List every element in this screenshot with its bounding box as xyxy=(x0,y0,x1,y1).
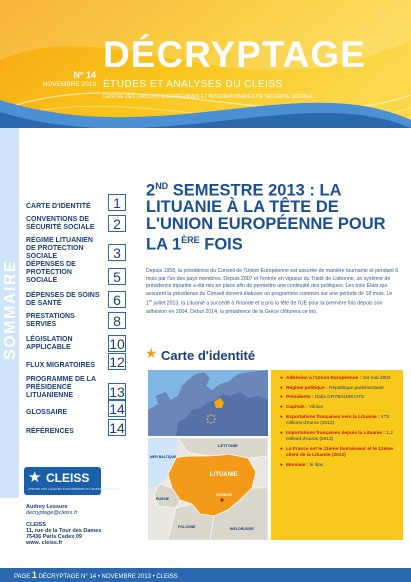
contact-address-2: 75436 Paris Cedex 09 xyxy=(26,534,82,540)
toc-item-label: DÉPENSES DE SOINS DE SANTÉ xyxy=(26,292,100,307)
publication-tagline: CENTRE DES LIAISONS EUROPÉENNES ET INTERNATIONALES DE SÉCURITÉ SOCIALE xyxy=(103,94,313,100)
publication-subtitle: ÉTUDES ET ANALYSES DU CLEISS xyxy=(103,79,283,90)
star-icon: ★ xyxy=(145,346,158,362)
lithuania-map xyxy=(148,438,268,540)
map-label-lithuania: LITUANIE xyxy=(210,472,238,478)
toc-item[interactable] xyxy=(26,346,126,370)
star-icon: ★ xyxy=(28,468,42,486)
toc-item-label: CONVENTIONS DE SÉCURITÉ SOCIALE xyxy=(26,216,95,231)
contact-website[interactable]: www. cleiss.fr xyxy=(26,540,63,546)
contact-email[interactable]: decryptage@cleiss.fr xyxy=(26,510,78,516)
bullet-icon: ● xyxy=(280,385,283,391)
identity-fact-key: La France est le 11ème fournisseur et le 12ème client de la Lituanie (2012) xyxy=(286,446,394,458)
toc-item-label: CARTE D'IDENTITÉ xyxy=(26,203,91,210)
bullet-icon: ● xyxy=(280,395,283,401)
toc-item-page: 5 xyxy=(108,268,126,285)
map-label-baltic: MER BALTIQUE xyxy=(150,455,177,459)
article-title: 2ND SEMESTRE 2013 : LA LITUANIE À LA TÊTE DE L'UNION EUROPÉENNE POUR LA 1ÈRE FOIS xyxy=(146,181,386,254)
identity-fact-value: Dalia GRYBAUSKAITE xyxy=(313,395,365,401)
identity-fact xyxy=(280,463,398,469)
contact-person: Audrey Lessure xyxy=(26,504,68,510)
map-label-vilnius: VILNIUS xyxy=(216,492,232,497)
toc-item[interactable] xyxy=(26,305,126,329)
toc-item-label: PRESTATIONS SERVIES xyxy=(26,313,75,328)
cleiss-logo-text: CLEISS xyxy=(46,471,90,485)
identity-fact-value: 473 millions d'euros (2012) xyxy=(286,414,389,427)
sommaire-label: SOMMAIRE xyxy=(2,260,19,360)
toc-item-page: 13 xyxy=(109,384,125,400)
identity-fact xyxy=(280,395,398,401)
identity-facts-panel xyxy=(271,370,403,540)
toc-item-label: DÉPENSES DE PROTECTION SOCIALE xyxy=(26,261,76,284)
toc-item-page: 6 xyxy=(108,291,126,308)
identity-fact xyxy=(280,447,398,459)
identity-fact-key: Importations françaises depuis la Lituanie : xyxy=(286,430,385,436)
map-label-poland: POLOGNE xyxy=(178,525,196,529)
toc-item-page: 14 xyxy=(109,420,125,436)
toc-item[interactable] xyxy=(26,208,126,232)
toc-item-label: LÉGISLATION APPLICABLE xyxy=(26,336,73,351)
contact-org: CLEISS xyxy=(26,522,46,528)
map-label-latvia: LETTONIE xyxy=(218,443,238,448)
identity-fact-key: Régime politique : xyxy=(286,385,328,391)
identity-fact-value: 1,2 milliard d'euros (2012) xyxy=(286,430,393,442)
identity-fact-value: le litas xyxy=(308,462,324,468)
footer-text: PAGE 1 DÉCRYPTAGE N° 14 • NOVEMBRE 2013 • CLEISS xyxy=(14,570,178,580)
toc-item[interactable] xyxy=(26,237,126,261)
cleiss-logo-tagline: CENTRE DES LIAISONS EUROPÉENNES ET INTERNATIONALES xyxy=(28,487,119,491)
identity-fact-key: Présidente : xyxy=(286,395,314,401)
toc-item-label: PROGRAMME DE LA PRÉSIDENCE LITUANIENNE xyxy=(26,376,96,399)
toc-item-page: 3 xyxy=(108,244,126,261)
identity-fact xyxy=(280,405,398,411)
toc-item-label: RÉFÉRENCES xyxy=(26,428,74,435)
identity-fact xyxy=(280,386,398,392)
toc-item-label: GLOSSAIRE xyxy=(26,409,68,416)
bullet-icon: ● xyxy=(280,414,283,420)
contact-address-1: 11, rue de la Tour des Dames xyxy=(26,528,102,534)
toc-item-page: 8 xyxy=(108,312,126,329)
identity-fact-value: 1er mai 2004 xyxy=(361,376,391,381)
toc-item[interactable] xyxy=(26,412,126,436)
issue-number: N° 14 xyxy=(73,70,96,80)
cleiss-logo xyxy=(24,467,119,495)
toc-item-page: 12 xyxy=(109,354,125,370)
article-intro: Depuis 1958, la présidence du Conseil de l'Union Européenne est assurée de manière tournante et pendant 6 mois par l'un des pays membres. Depuis 2007 et l'entrée en vigueur du Traité de Lisbonne, un système de présidence tripartite a été mis en place afin de permettre une continuité des politiques. Les trois États qui assurent la présidence du Conseil doivent élaborer un programme commun sur une période de 18 mois. Le 1er juillet 2013, la Lituanie a succédé à l'Irlande et a pris la tête de l'UE pour la première fois depuis son adhésion en 2004. Début 2014, la présidence de la Grèce clôturera ce trio. xyxy=(146,268,399,315)
toc-item-page: 1 xyxy=(108,194,126,211)
identity-fact xyxy=(280,415,398,427)
toc-item[interactable] xyxy=(26,261,126,285)
toc-item-label: FLUX MIGRATOIRES xyxy=(26,362,95,369)
bullet-icon: ● xyxy=(280,405,283,411)
contact-block xyxy=(26,504,126,546)
bullet-icon: ● xyxy=(280,446,283,452)
map-label-belarus: BIELORUSSIE xyxy=(230,527,254,531)
toc-item-page: 2 xyxy=(108,215,126,232)
europe-map xyxy=(148,370,268,436)
identity-fact-key: Adhésion à l'Union Européenne : xyxy=(286,376,362,381)
bullet-icon: ● xyxy=(280,430,283,436)
bullet-icon: ● xyxy=(280,462,283,468)
identity-fact-key: Capitale : xyxy=(286,405,308,411)
identity-fact xyxy=(280,376,398,382)
bullet-icon: ● xyxy=(280,376,283,381)
map-label-russia: RUSSIE xyxy=(156,497,170,501)
identity-fact xyxy=(280,431,398,443)
identity-fact-key: Monnaie : xyxy=(286,462,309,468)
identity-fact-value: République parlementaire xyxy=(327,385,384,391)
issue-date: NOVEMBRE 2013 xyxy=(42,81,96,88)
toc-item-label: RÉGIME LITUANIEN DE PROTECTION SOCIALE xyxy=(26,237,93,260)
identity-section-title: Carte d'identité xyxy=(161,348,256,363)
toc-item-page: 10 xyxy=(109,336,125,352)
toc-item-page: 14 xyxy=(109,401,125,417)
identity-fact-key: Exportations françaises vers la Lituanie : xyxy=(286,414,380,420)
publication-title: DÉCRYPTAGE xyxy=(103,34,366,75)
identity-fact-value: Vilnius xyxy=(307,405,323,411)
